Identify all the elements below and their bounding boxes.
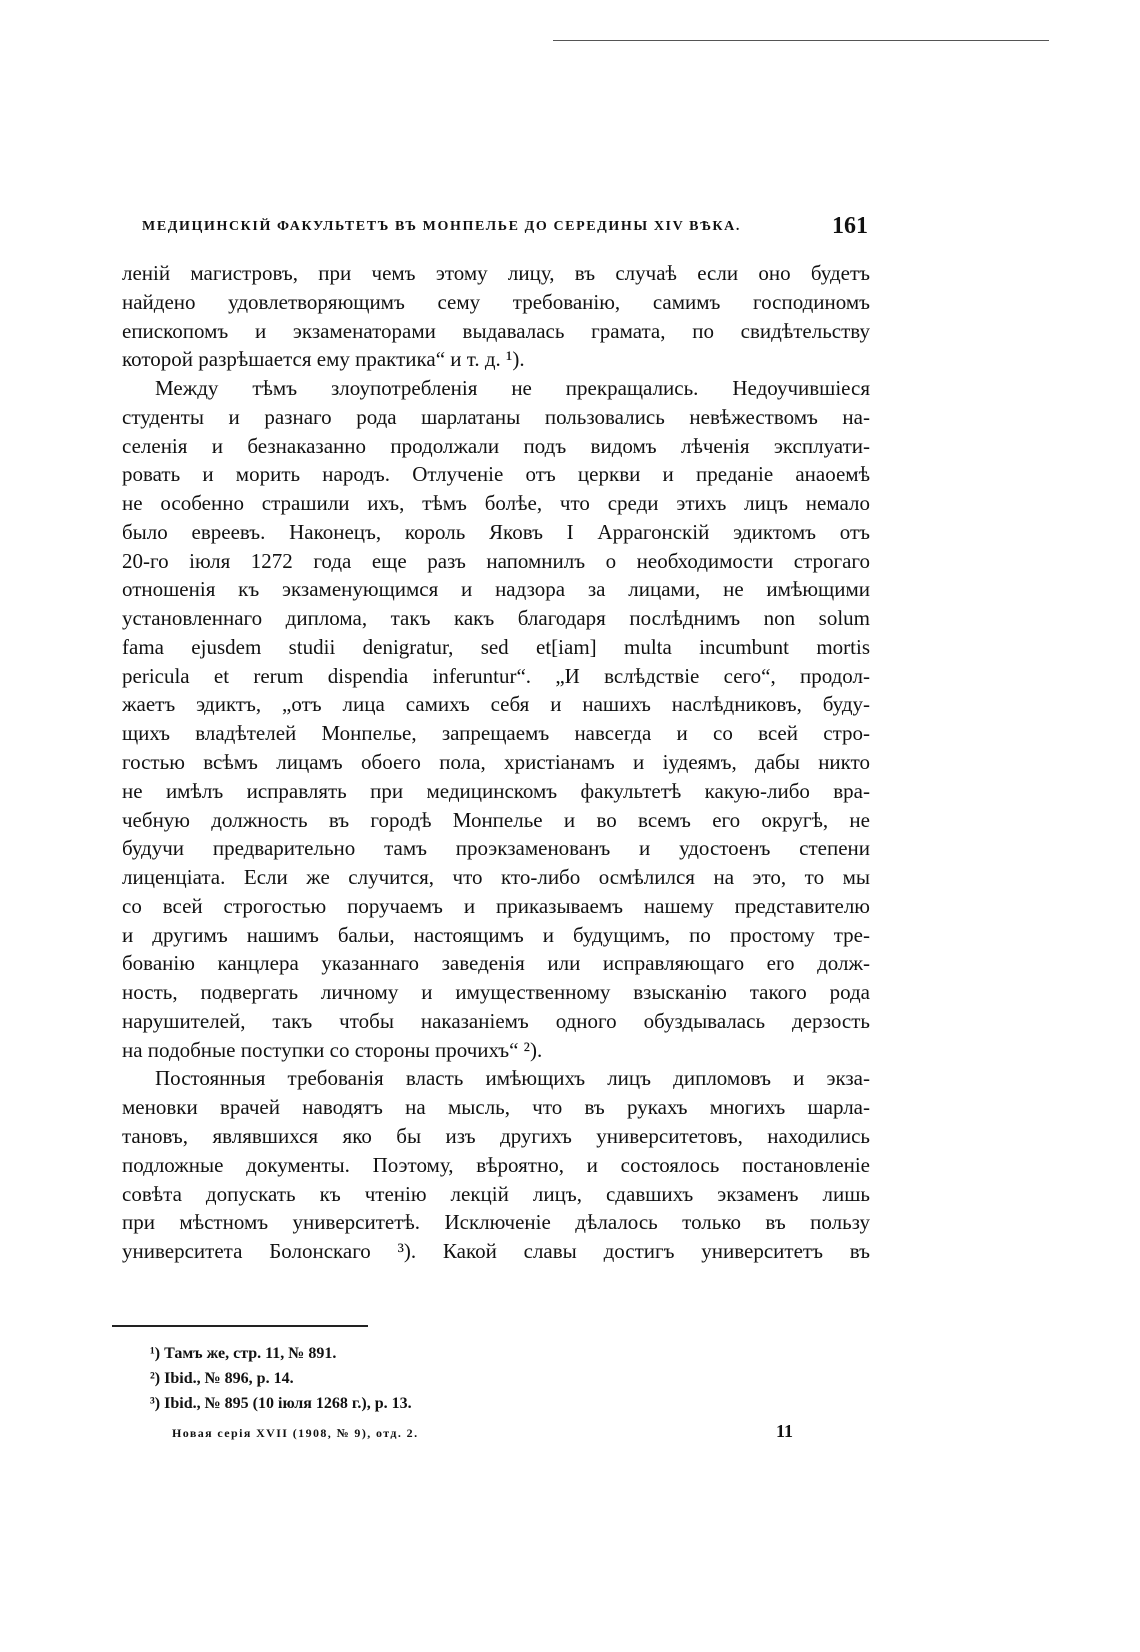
running-title: МЕДИЦИНСКІЙ ФАКУЛЬТЕТЪ ВЪ МОНПЕЛЬЕ ДО СЕРЕДИНЫ XIV ВѢКА. bbox=[142, 219, 741, 234]
text-line: селенія и безнаказанно продолжали подъ видомъ лѣченія эксплуати- bbox=[122, 433, 870, 458]
top-rule bbox=[553, 40, 1049, 41]
footnotes bbox=[150, 1341, 650, 1416]
footnote: ²) Ibid., № 896, p. 14. bbox=[150, 1370, 294, 1387]
text-line: университета Болонскаго ³). Какой славы достигъ университетъ въ bbox=[122, 1239, 870, 1264]
text-line: нарушителей, такъ чтобы наказаніемъ одного обуздывалась дерзость bbox=[122, 1008, 870, 1033]
text-line: отношенія къ экзаменующимся и надзора за лицами, не имѣющими bbox=[122, 577, 870, 602]
text-line: бованію канцлера указаннаго заведенія или исправляющаго его долж- bbox=[122, 951, 870, 976]
text-line: которой разрѣшается ему практика“ и т. д. ¹). bbox=[122, 347, 525, 372]
text-line: лиценціата. Если же случится, что кто-либо осмѣлился на это, то мы bbox=[122, 865, 870, 890]
text-line: Постоянныя требованія власть имѣющихъ лицъ дипломовъ и экза- bbox=[155, 1066, 870, 1091]
text-line: при мѣстномъ университетѣ. Исключеніе дѣлалось только въ пользу bbox=[122, 1210, 870, 1235]
printer-signature: Новая серія XVII (1908, № 9), отд. 2. bbox=[172, 1426, 419, 1440]
page-number: 161 bbox=[832, 213, 868, 239]
text-line: щихъ владѣтелей Монпелье, запрещаемъ навсегда и со всей стро- bbox=[122, 721, 870, 746]
sheet-number: 11 bbox=[776, 1421, 794, 1441]
running-head bbox=[142, 213, 872, 243]
text-line: леній магистровъ, при чемъ этому лицу, въ случаѣ если оно будетъ bbox=[122, 261, 870, 285]
text-line: pericula et rerum dispendia inferuntur“. „И вслѣдствіе сего“, продол- bbox=[122, 663, 870, 688]
text-line: было евреевъ. Наконецъ, король Яковъ I Аррагонскій эдиктомъ отъ bbox=[122, 519, 870, 544]
text-line: меновки врачей наводятъ на мысль, что въ рукахъ многихъ шарла- bbox=[122, 1095, 870, 1120]
text-line: и другимъ нашимъ бальи, настоящимъ и будущимъ, по простому тре- bbox=[122, 922, 870, 947]
text-line: на подобные поступки со стороны прочихъ“ ²). bbox=[122, 1037, 543, 1062]
footnote-rule bbox=[112, 1325, 368, 1327]
body-text bbox=[122, 259, 870, 1266]
text-line: гостью всѣмъ лицамъ обоего пола, христіанамъ и іудеямъ, дабы никто bbox=[122, 750, 870, 775]
text-line: студенты и разнаго рода шарлатаны пользовались невѣжествомъ на- bbox=[122, 404, 870, 429]
text-line: ровать и морить народъ. Отлученіе отъ церкви и преданіе анаоемѣ bbox=[122, 462, 870, 487]
text-line: не особенно страшили ихъ, тѣмъ болѣе, что среди этихъ лицъ немало bbox=[122, 491, 870, 516]
text-line: тановъ, являвшихся яко бы изъ другихъ университетовъ, находились bbox=[122, 1123, 870, 1148]
footnote: ¹) Тамъ же, стр. 11, № 891. bbox=[150, 1345, 337, 1362]
text-line: fama ejusdem studii denigratur, sed et[iam] multa incumbunt mortis bbox=[122, 634, 870, 659]
text-line: ность, подвергать личному и имущественному взысканію такого рода bbox=[122, 980, 870, 1005]
text-line: установленнаго диплома, такъ какъ благодаря послѣднимъ non solum bbox=[122, 606, 870, 631]
text-line: со всей строгостью поручаемъ и приказываемъ нашему представителю bbox=[122, 893, 870, 918]
text-line: не имѣлъ исправлять при медицинскомъ факультетѣ какую-либо вра- bbox=[122, 778, 870, 803]
text-line: Между тѣмъ злоупотребленія не прекращались. Недоучившіеся bbox=[155, 376, 870, 401]
text-line: подложные документы. Поэтому, вѣроятно, и состоялось постановленіе bbox=[122, 1152, 870, 1177]
footnote: ³) Ibid., № 895 (10 іюля 1268 г.), p. 13. bbox=[150, 1395, 412, 1412]
text-line: будучи предварительно тамъ проэкзаменованъ и удостоенъ степени bbox=[122, 836, 870, 861]
text-line: жаетъ эдиктъ, „отъ лица самихъ себя и нашихъ наслѣдниковъ, буду- bbox=[122, 692, 870, 717]
text-line: совѣта допускать къ чтенію лекцій лицъ, сдавшихъ экзаменъ лишь bbox=[122, 1181, 870, 1206]
text-line: епископомъ и экзаменаторами выдавалась грамата, по свидѣтельству bbox=[122, 318, 870, 343]
text-line: чебную должность въ городѣ Монпелье и во всемъ его округѣ, не bbox=[122, 807, 870, 832]
text-line: найдено удовлетворяющимъ сему требованію, самимъ господиномъ bbox=[122, 289, 870, 314]
text-line: 20-го іюля 1272 года еще разъ напомнилъ о необходимости строгаго bbox=[122, 548, 870, 573]
